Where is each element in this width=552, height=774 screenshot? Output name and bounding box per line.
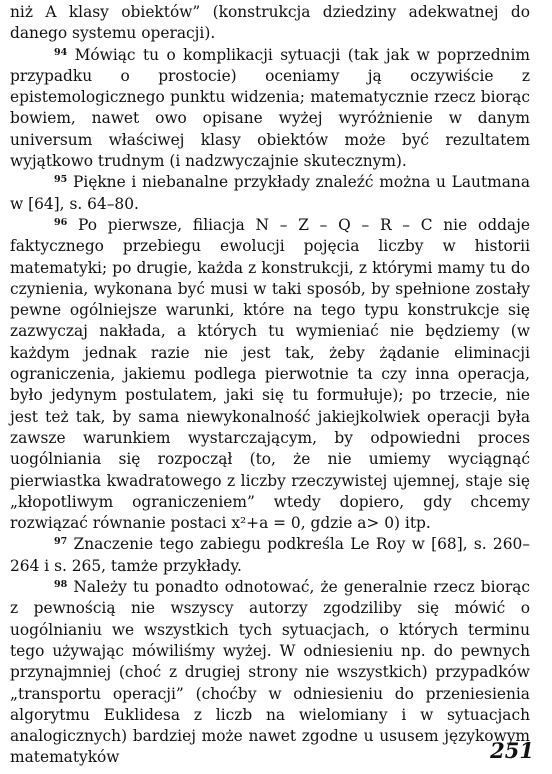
footnote-97: [10, 534, 530, 577]
footnote-number: 94: [54, 46, 68, 58]
footnote-95: [10, 172, 530, 215]
footnote-number: 95: [54, 174, 68, 186]
footnote-number: 98: [54, 579, 68, 591]
footnote-text: niż A klasy obiektów” (konstrukcja dziedziny adekwatnej do danego systemu operacji).: [10, 3, 530, 43]
page-number: 251: [490, 738, 534, 763]
footnote-text: Mówiąc tu o komplikacji sytuacji (tak jak w poprzednim przypadku o prostocie) oceniamy ją oczywiście z epistemologicznego punktu widzenia; matematycznie rzecz biorąc bowiem, nawet owo opisane wyżej wyróżnienie w danym universum właściwej klasy obiektów może być rezultatem wyjątkowo trudnym (i nadzwyczajnie skutecznym).: [10, 45, 530, 171]
footnote-text: Należy tu ponadto odnotować, że generalnie rzecz biorąc z pewnością nie wszyscy autorzy zgodziliby się mówić o uogólnianiu we wszystkich tych sytuacjach, o których terminu tego używając mówiliśmy wyżej. W odniesieniu np. do pewnych przynajmniej (choć z drugiej strony nie wszystkich) przypadków „transportu operacji” (choćby w odniesieniu do przeniesienia algorytmu Euklidesa z liczb na wielomiany i w sytuacjach analogicznych) bardziej może nawet zgodne u ususem językowym matematyków: [10, 578, 530, 767]
footnote-text: Po pierwsze, filiacja N – Z – Q – R – C nie oddaje faktycznego przebiegu ewolucji pojęcia liczby w historii matematyki; po drugie, każda z konstrukcji, z którymi mamy tu do czynienia, wykonana być musi w taki sposób, by spełnione zostały pewne ogólniejsze warunki, które na tego typu konstrukcje się zazwyczaj nakłada, a których tu wymieniać nie będziemy (w każdym jednak razie nie jest tak, żeby żądanie eliminacji ograniczenia, jakiemu podlega pierwotnie ta czy inna operacja, było jedynym postulatem, jaki się tu formułuje); po trzecie, nie jest też tak, by sama niewykonalność jakiejkolwiek operacji była zawsze warunkiem wystarczającym, by odpowiedni proces uogólniania się rozpoczął (to, że nie umiemy wyciągnąć pierwiastka kwadratowego z liczby rzeczywistej ujemnej, staje się „kłopotliwym ograniczeniem” wtedy dopiero, gdy chcemy rozwiązać równanie postaci x²+a = 0, gdzie a> 0) itp.: [10, 215, 530, 533]
footnote-98: [10, 577, 530, 769]
footnote-94: [10, 45, 530, 173]
footnote-96: [10, 215, 530, 534]
footnotes-page: [10, 2, 530, 769]
footnote-text: Znaczenie tego zabiegu podkreśla Le Roy w [68], s. 260–264 i s. 265, tamże przykłady.: [10, 535, 530, 575]
footnote-continuation: [10, 2, 530, 45]
footnote-number: 97: [54, 536, 68, 548]
footnote-text: Piękne i niebanalne przykłady znaleźć można u Lautmana w [64], s. 64–80.: [10, 173, 530, 213]
footnote-number: 96: [54, 216, 68, 228]
